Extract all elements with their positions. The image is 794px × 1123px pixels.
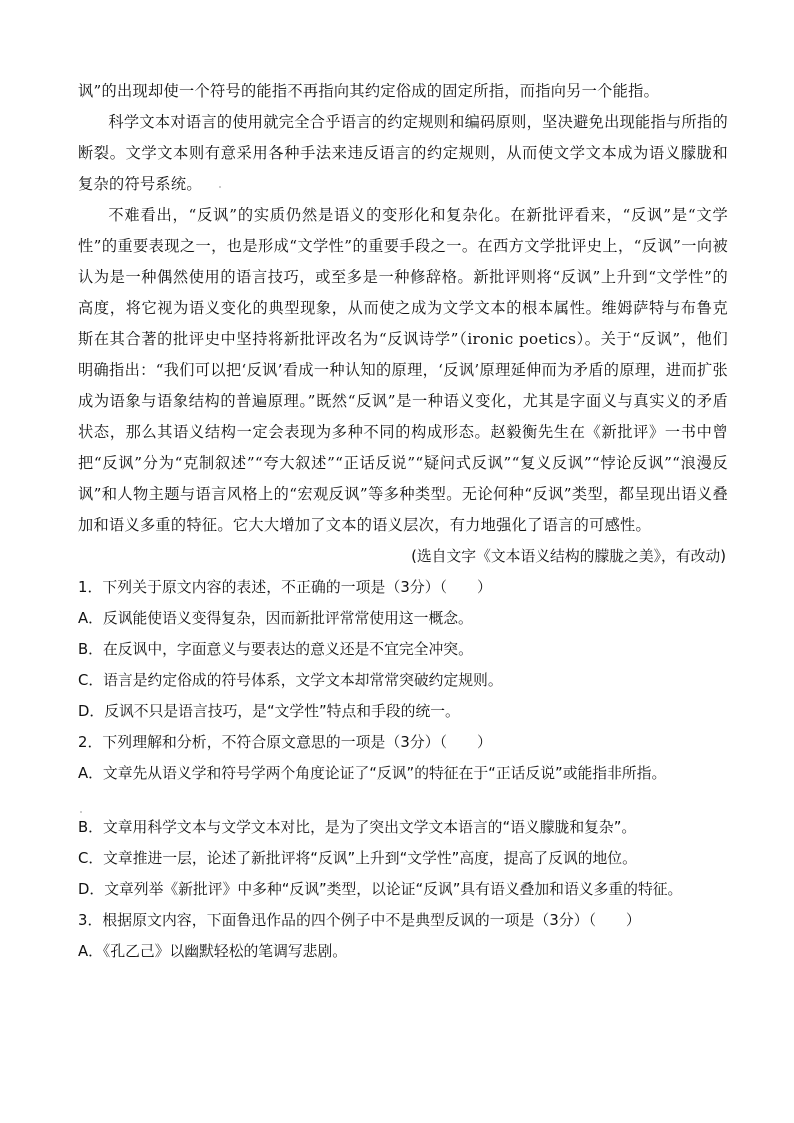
- question-option: A．《孔乙己》以幽默轻松的笔调写悲剧。: [78, 943, 348, 960]
- question-stem: 1．下列关于原文内容的表述，不正确的一项是（3分）（ ）: [78, 579, 492, 596]
- passage-paragraph: 不难看出，“反讽”的实质仍然是语义的变形化和复杂化。在新批评看来，“反讽”是“文学性”的重要表现之一，也是形成“文学性”的重要手段之一。在西方文学批评史上，“反讽”一向被认为是一种偶然使用的语言技巧，或至多是一种修辞格。新批评则将“反讽”上升到“文学性”的高度，将它视为语义变化的典型现象，从而使之成为文学文本的根本属性。维姆萨特与布鲁克斯在其合著的批评史中坚持将新批评改名为“反讽诗学”（ironic poetics）。关于“反讽”，他们明确指出：“我们可以把‘反讽’看成一种认知的原理，‘反讽’原理延伸而为矛盾的原理，进而扩张成为语象与语象结构的普遍原理。”既然“反讽”是一种语义变化，尤其是字面义与真实义的矛盾状态，那么其语义结构一定会表现为多种不同的构成形态。赵毅衡先生在《新批评》一书中曾把“反讽”分为“克制叙述”“夸大叙述”“正话反说”“疑问式反讽”“复义反讽”“悖论反讽”“浪漫反讽”和人物主题与语言风格上的“宏观反讽”等多种类型。无论何种“反讽”类型，都呈现出语义叠加和语义多重的特征。它大大增加了文本的语义层次，有力地强化了语言的可感性。: [78, 206, 728, 534]
- question-option: C．文章推进一层，论述了新批评将“反讽”上升到“文学性”高度，提高了反讽的地位。: [78, 850, 637, 867]
- question-option: D．文章列举《新批评》中多种“反讽”类型，以论证“反讽”具有语义叠加和语义多重的特征。: [78, 881, 683, 898]
- question-option: B．文章用科学文本与文学文本对比，是为了突出文学文本语言的“语义朦胧和复杂”。: [78, 819, 637, 836]
- document-page: [78, 76, 728, 967]
- question-option: D．反讽不只是语言技巧，是“文学性”特点和手段的统一。: [78, 703, 460, 720]
- scan-speck: [80, 811, 82, 813]
- scan-speck: [219, 186, 221, 188]
- question-option: B．在反讽中，字面意义与要表达的意义还是不宜完全冲突。: [78, 641, 473, 658]
- passage-source: (选自文字《文本语义结构的朦胧之美》，有改动): [411, 548, 726, 565]
- blank-gap: [78, 789, 728, 812]
- question-option: A．文章先从语义学和符号学两个角度论证了“反讽”的特征在于“正话反说”或能指非所指。: [78, 765, 667, 782]
- question-stem: 3．根据原文内容，下面鲁迅作品的四个例子中不是典型反讽的一项是（3分）（ ）: [78, 912, 641, 929]
- passage-paragraph: 讽”的出现却使一个符号的能指不再指向其约定俗成的固定所指，而指向另一个能指。: [78, 82, 660, 100]
- passage-paragraph: 科学文本对语言的使用就完全合乎语言的约定规则和编码原则，坚决避免出现能指与所指的断裂。文学文本则有意采用各种手法来违反语言的约定规则，从而使文学文本成为语义朦胧和复杂的符号系统。: [78, 113, 728, 193]
- question-stem: 2．下列理解和分析，不符合原文意思的一项是（3分）（ ）: [78, 734, 492, 751]
- question-option: A．反讽能使语义变得复杂，因而新批评常常使用这一概念。: [78, 610, 473, 627]
- question-option: C．语言是约定俗成的符号体系，文学文本却常常突破约定规则。: [78, 672, 503, 689]
